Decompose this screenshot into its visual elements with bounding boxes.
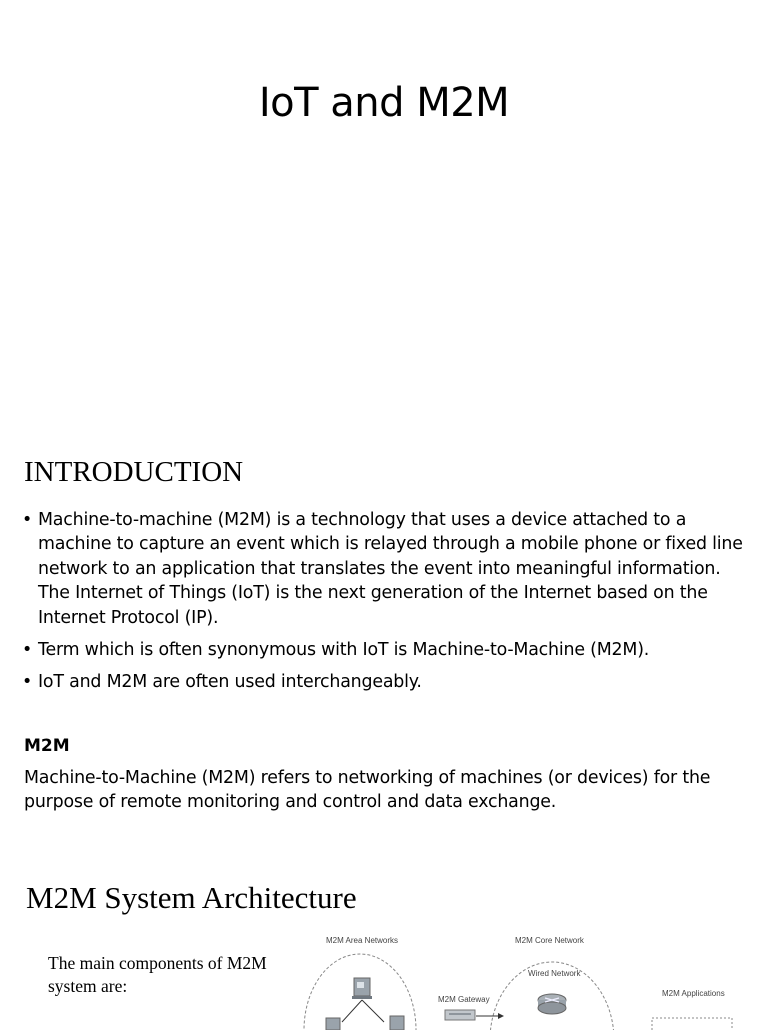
router-icon (538, 994, 566, 1014)
area-networks-label: M2M Area Networks (326, 936, 399, 945)
title-slide (0, 0, 768, 440)
arrow-icon (498, 1013, 504, 1019)
slide-title: IoT and M2M (258, 80, 510, 126)
bullet-item: • Term which is often synonymous with IoT is Machine-to-Machine (M2M). (22, 638, 752, 662)
connection-line (342, 1000, 362, 1022)
core-network-label: M2M Core Network (515, 936, 584, 945)
m2m-architecture-diagram (290, 930, 760, 1030)
bullet-item: • Machine-to-machine (M2M) is a technology that uses a device attached to a machine to capture an event which is relayed through a mobile phone or fixed line network to an application that translates the event into meaningful information. The Internet of Things (IoT) is the next generation of the Internet based on the Internet Protocol (IP). (22, 508, 752, 630)
introduction-bullet-list (22, 508, 752, 703)
machine-icon (326, 1018, 340, 1030)
bullet-item: • IoT and M2M are often used interchangeably. (22, 670, 752, 694)
m2m-definition: Machine-to-Machine (M2M) refers to networking of machines (or devices) for the purpose of remote monitoring and control and data exchange. (24, 768, 711, 813)
introduction-slide (0, 440, 768, 840)
m2m-heading: M2M (24, 736, 70, 756)
gateway-label: M2M Gateway (438, 995, 490, 1004)
connection-line (362, 1000, 384, 1022)
machine-icon (352, 978, 372, 999)
components-intro-text: The main components of M2M system are: (48, 953, 267, 996)
architecture-title: M2M System Architecture (26, 880, 357, 915)
introduction-heading: INTRODUCTION (24, 456, 244, 488)
architecture-slide (0, 840, 768, 1024)
wired-network-label: Wired Network (528, 969, 581, 978)
applications-label: M2M Applications (662, 989, 725, 998)
applications-box (652, 1018, 732, 1030)
gateway-icon (445, 1010, 475, 1020)
machine-icon (390, 1016, 404, 1030)
